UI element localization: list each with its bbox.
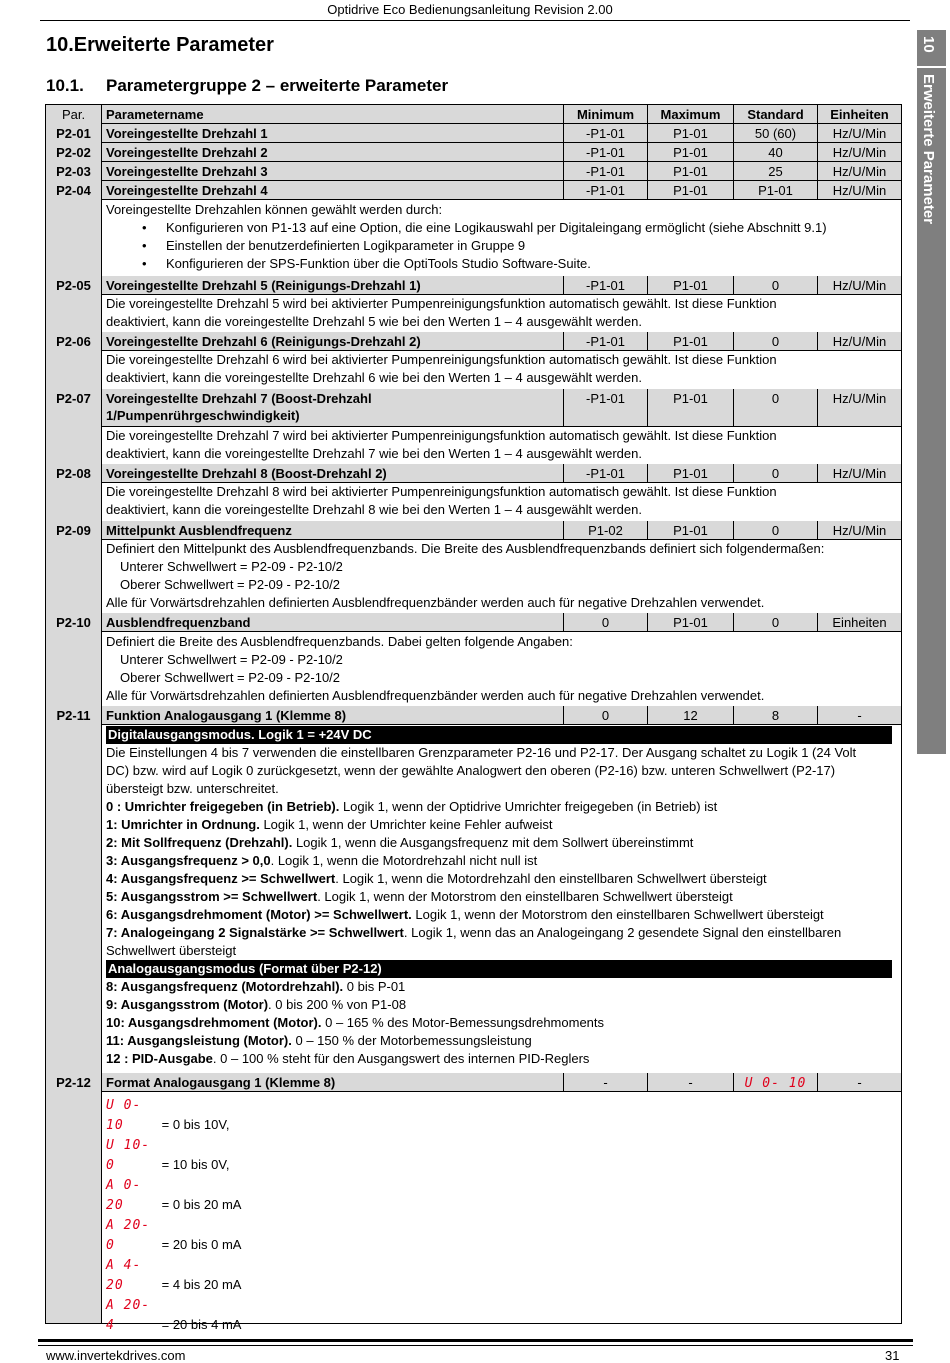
table-row [46,162,901,181]
param-name: Voreingestellte Drehzahl 3 [102,162,564,181]
description-line: deaktiviert, kann die voreingestellte Drehzahl 6 wie bei den Werten 1 – 4 ausgewählt werden. [106,370,642,385]
table-row [46,613,901,632]
param-max: P1-01 [648,124,734,143]
param-unit: Hz/U/Min [818,332,901,351]
option-text: Logik 1, wenn der Optidrive Umrichter freigegeben (in Betrieb) ist [339,799,718,814]
param-description [106,1096,896,1336]
param-description [106,726,896,1068]
option-text: . 0 bis 200 % von P1-08 [268,997,407,1012]
param-std: 0 [734,332,818,351]
param-min: -P1-01 [564,332,648,351]
footer-website: www.invertekdrives.com [46,1348,186,1363]
param-std: 0 [734,613,818,632]
format-text: = 20 bis 4 mA [158,1317,242,1332]
param-id: P2-04 [46,181,102,200]
lcd-code: A 4-20 [106,1258,142,1293]
param-name: Voreingestellte Drehzahl 2 [102,143,564,162]
description-line: Die voreingestellte Drehzahl 6 wird bei aktivierter Pumpenreinigungsfunktion automatisch gewählt. Ist diese Funktion [106,352,777,367]
param-min: -P1-01 [564,124,648,143]
param-name: Voreingestellte Drehzahl 4 [102,181,564,200]
description-line: Unterer Schwellwert = P2-09 - P2-10/2 [120,559,343,574]
option-text: Logik 1, wenn der Motorstrom den einstellbaren Schwellwert übersteigt [411,907,824,922]
param-name: Mittelpunkt Ausblendfrequenz [102,521,564,540]
param-std: 40 [734,143,818,162]
lcd-code: A 0-20 [106,1178,142,1213]
option-label: 10: Ausgangsdrehmoment (Motor). [106,1015,322,1030]
running-header: Optidrive Eco Bedienungsanleitung Revision 2.00 [327,2,613,17]
format-option [106,1216,896,1256]
param-unit: Hz/U/Min [818,521,901,540]
table-row [46,143,901,162]
description-line: Voreingestellte Drehzahlen können gewählt werden durch: [106,202,443,217]
side-tab-number-box [917,30,946,68]
param-unit: Hz/U/Min [818,181,901,200]
description-line: Oberer Schwellwert = P2-09 - P2-10/2 [120,670,341,685]
description-line: Die voreingestellte Drehzahl 8 wird bei aktivierter Pumpenreinigungsfunktion automatisch gewählt. Ist diese Funktion [106,484,777,499]
footer-divider [38,1339,913,1342]
table-row [46,389,901,427]
col-unit-header: Einheiten [818,105,901,124]
param-unit: Hz/U/Min [818,143,901,162]
param-std: P1-01 [734,181,818,200]
format-text: = 10 bis 0V, [158,1157,230,1172]
param-max: P1-01 [648,464,734,483]
description-line: deaktiviert, kann die voreingestellte Drehzahl 5 wie bei den Werten 1 – 4 ausgewählt werden. [106,314,642,329]
section-text: Parametergruppe 2 – erweiterte Parameter [106,76,449,95]
option-line [106,1050,896,1068]
param-max: P1-01 [648,276,734,295]
param-std [734,1073,818,1092]
param-id: P2-01 [46,124,102,143]
section-title [46,76,448,96]
param-id: P2-05 [46,276,102,295]
option-label: 9: Ausgangsstrom (Motor) [106,997,269,1012]
format-option [106,1136,896,1176]
option-line [106,1032,896,1050]
param-name: Voreingestellte Drehzahl 1 [102,124,564,143]
format-text: = 4 bis 20 mA [158,1277,242,1292]
param-unit: - [818,706,901,725]
footer-divider-thin [38,1345,913,1346]
param-max: P1-01 [648,162,734,181]
lcd-code: U 0- 10 [106,1098,142,1133]
description-line: Unterer Schwellwert = P2-09 - P2-10/2 [120,652,343,667]
param-id: P2-02 [46,143,102,162]
section-number: 10.1. [46,76,84,95]
lcd-code: U 0- 10 [744,1076,807,1091]
description-line: Alle für Vorwärtsdrehzahlen definierten Ausblendfrequenzbänder werden auch für negative Drehzahlen verwendet. [106,688,765,703]
table-row [46,332,901,351]
format-option [106,1096,896,1136]
param-unit: Hz/U/Min [818,389,901,427]
option-text: . 0 – 100 % steht für den Ausgangswert des internen PID-Reglers [212,1051,590,1066]
lcd-code: A 20-4 [106,1298,151,1333]
param-max: P1-01 [648,521,734,540]
param-id: P2-06 [46,332,102,351]
param-max: P1-01 [648,613,734,632]
option-label: 0 : Umrichter freigegeben (in Betrieb). [106,799,340,814]
option-label: 8: Ausgangsfrequenz (Motordrehzahl). [106,979,344,994]
col-name-header: Parametername [102,105,564,124]
table-row [46,521,901,540]
option-text: 0 – 150 % der Motorbemessungsleistung [291,1033,532,1048]
param-std: 0 [734,389,818,427]
param-description [106,633,896,705]
param-description [106,427,896,463]
option-label: 6: Ausgangsdrehmoment (Motor) >= Schwellwert. [106,907,412,922]
col-min-header: Minimum [564,105,648,124]
option-label: 11: Ausgangsleistung (Motor). [106,1033,292,1048]
param-id: P2-07 [46,389,102,427]
param-name: Voreingestellte Drehzahl 6 (Reinigungs-Drehzahl 2) [102,332,564,351]
table-row [46,181,901,200]
bullet-item: • Konfigurieren von P1-13 auf eine Option, die eine Logikauswahl per Digitaleingang ermöglicht (siehe Abschnitt 9.1) [106,219,896,237]
param-name: Voreingestellte Drehzahl 5 (Reinigungs-Drehzahl 1) [102,276,564,295]
description-line: Definiert die Breite des Ausblendfrequenzbands. Dabei gelten folgende Angaben: [106,634,573,649]
param-std: 0 [734,276,818,295]
param-min: -P1-01 [564,143,648,162]
option-line [106,978,896,996]
format-text: = 0 bis 10V, [158,1117,230,1132]
param-min: -P1-01 [564,464,648,483]
format-text: = 0 bis 20 mA [158,1197,242,1212]
param-max: P1-01 [648,332,734,351]
param-id: P2-11 [46,706,102,725]
param-name: Voreingestellte Drehzahl 8 (Boost-Drehzahl 2) [102,464,564,483]
param-description [106,351,896,387]
table-row [46,706,901,725]
option-text: 0 bis P-01 [343,979,406,994]
option-text: . Logik 1, wenn die Motordrehzahl nicht null ist [270,853,538,868]
header-divider [40,20,910,21]
digital-mode-heading: Digitalausgangsmodus. Logik 1 = +24V DC [106,726,892,744]
table-row [46,1073,901,1092]
option-text: 0 – 165 % des Motor-Bemessungsdrehmoments [321,1015,605,1030]
description-line: Definiert den Mittelpunkt des Ausblendfrequenzbands. Die Breite des Ausblendfrequenzbands definiert sich folgendermaßen: [106,541,825,556]
lcd-code: A 20-0 [106,1218,151,1253]
param-std: 50 (60) [734,124,818,143]
description-line: Alle für Vorwärtsdrehzahlen definierten Ausblendfrequenzbänder werden auch für negative Drehzahlen verwendet. [106,595,765,610]
option-text: . Logik 1, wenn der Motorstrom den einstellbaren Schwellwert übersteigt [317,889,733,904]
param-unit: Einheiten [818,613,901,632]
col-par-header: Par. [46,105,102,124]
param-name: Format Analogausgang 1 (Klemme 8) [102,1073,564,1092]
description-line: Die voreingestellte Drehzahl 7 wird bei aktivierter Pumpenreinigungsfunktion automatisch gewählt. Ist diese Funktion [106,428,777,443]
param-description [106,295,896,331]
param-name: Voreingestellte Drehzahl 7 (Boost-Drehzahl 1/Pumpenrührgeschwindigkeit) [102,389,564,427]
col-std-header: Standard [734,105,818,124]
side-tab-label: Erweiterte Parameter [920,74,937,225]
format-option [106,1176,896,1216]
param-min: -P1-01 [564,162,648,181]
option-line [106,852,896,870]
param-id: P2-08 [46,464,102,483]
param-unit: - [818,1073,901,1092]
description-line: deaktiviert, kann die voreingestellte Drehzahl 7 wie bei den Werten 1 – 4 ausgewählt werden. [106,446,642,461]
param-std: 25 [734,162,818,181]
side-tab-number: 10 [920,36,937,53]
param-min: -P1-01 [564,276,648,295]
param-max: P1-01 [648,181,734,200]
analog-mode-heading: Analogausgangsmodus (Format über P2-12) [106,960,892,978]
param-description [106,540,896,612]
chapter-title: 10.Erweiterte Parameter [46,34,274,56]
description-line: Schwellwert übersteigt [106,943,237,958]
param-max: - [648,1073,734,1092]
param-min: - [564,1073,648,1092]
option-line [106,798,896,816]
parameter-table [45,104,902,1333]
description-line: Die voreingestellte Drehzahl 5 wird bei aktivierter Pumpenreinigungsfunktion automatisch gewählt. Ist diese Funktion [106,296,777,311]
param-unit: Hz/U/Min [818,464,901,483]
param-min: -P1-01 [564,389,648,427]
param-min: 0 [564,613,648,632]
format-option [106,1296,896,1336]
param-id: P2-12 [46,1073,102,1092]
table-row [46,464,901,483]
param-max: P1-01 [648,389,734,427]
description-line: Oberer Schwellwert = P2-09 - P2-10/2 [120,577,341,592]
param-min: -P1-01 [564,181,648,200]
col-max-header: Maximum [648,105,734,124]
option-label: 12 : PID-Ausgabe [106,1051,213,1066]
param-std: 0 [734,464,818,483]
option-line [106,906,896,924]
option-line [106,816,896,834]
param-name: Funktion Analogausgang 1 (Klemme 8) [102,706,564,725]
option-line [106,870,896,888]
option-label: 1: Umrichter in Ordnung. [106,817,260,832]
option-line [106,924,896,942]
option-label: 2: Mit Sollfrequenz (Drehzahl). [106,835,293,850]
table-row [46,124,901,143]
chapter-side-tab [917,30,946,754]
param-min: 0 [564,706,648,725]
param-unit: Hz/U/Min [818,276,901,295]
option-line [106,834,896,852]
description-line: übersteigt bzw. unterschreitet. [106,781,279,796]
format-option [106,1256,896,1296]
param-id: P2-10 [46,613,102,632]
option-text: Logik 1, wenn der Umrichter keine Fehler aufweist [259,817,553,832]
option-line [106,996,896,1014]
param-description [106,201,896,273]
param-id: P2-03 [46,162,102,181]
param-std: 0 [734,521,818,540]
param-max: 12 [648,706,734,725]
description-line: DC) bzw. wird auf Logik 0 zurückgesetzt, wenn der gewählte Analogwert den oberen (P2-16) bzw. unteren Schwellwert (P2-17) [106,763,836,778]
option-label: 5: Ausgangsstrom >= Schwellwert [106,889,318,904]
description-line: Die Einstellungen 4 bis 7 verwenden die einstellbaren Grenzparameter P2-16 und P2-17. Der Ausgang schaltet zu Logik 1 (24 Volt [106,745,857,760]
lcd-code: U 10-0 [106,1138,151,1173]
param-unit: Hz/U/Min [818,162,901,181]
param-description [106,483,896,519]
option-text: . Logik 1, wenn die Motordrehzahl den einstellbaren Schwellwert übersteigt [335,871,767,886]
bullet-item: • Konfigurieren der SPS-Funktion über die OptiTools Studio Software-Suite. [106,255,896,273]
table-header-row [46,105,901,124]
option-label: 7: Analogeingang 2 Signalstärke >= Schwellwert [106,925,404,940]
option-text: . Logik 1, wenn das an Analogeingang 2 gesendete Signal den einstellbaren [403,925,842,940]
format-text: = 20 bis 0 mA [158,1237,242,1252]
option-label: 4: Ausgangsfrequenz >= Schwellwert [106,871,336,886]
param-id: P2-09 [46,521,102,540]
param-name: Ausblendfrequenzband [102,613,564,632]
bullet-item: • Einstellen der benutzerdefinierten Logikparameter in Gruppe 9 [106,237,896,255]
option-label: 3: Ausgangsfrequenz > 0,0 [106,853,271,868]
param-min: P1-02 [564,521,648,540]
param-max: P1-01 [648,143,734,162]
param-std: 8 [734,706,818,725]
param-unit: Hz/U/Min [818,124,901,143]
description-line: deaktiviert, kann die voreingestellte Drehzahl 8 wie bei den Werten 1 – 4 ausgewählt werden. [106,502,642,517]
table-row [46,276,901,295]
option-line [106,888,896,906]
option-text: Logik 1, wenn die Ausgangsfrequenz mit dem Sollwert übereinstimmt [292,835,694,850]
option-line [106,1014,896,1032]
page-number: 31 [885,1348,900,1363]
